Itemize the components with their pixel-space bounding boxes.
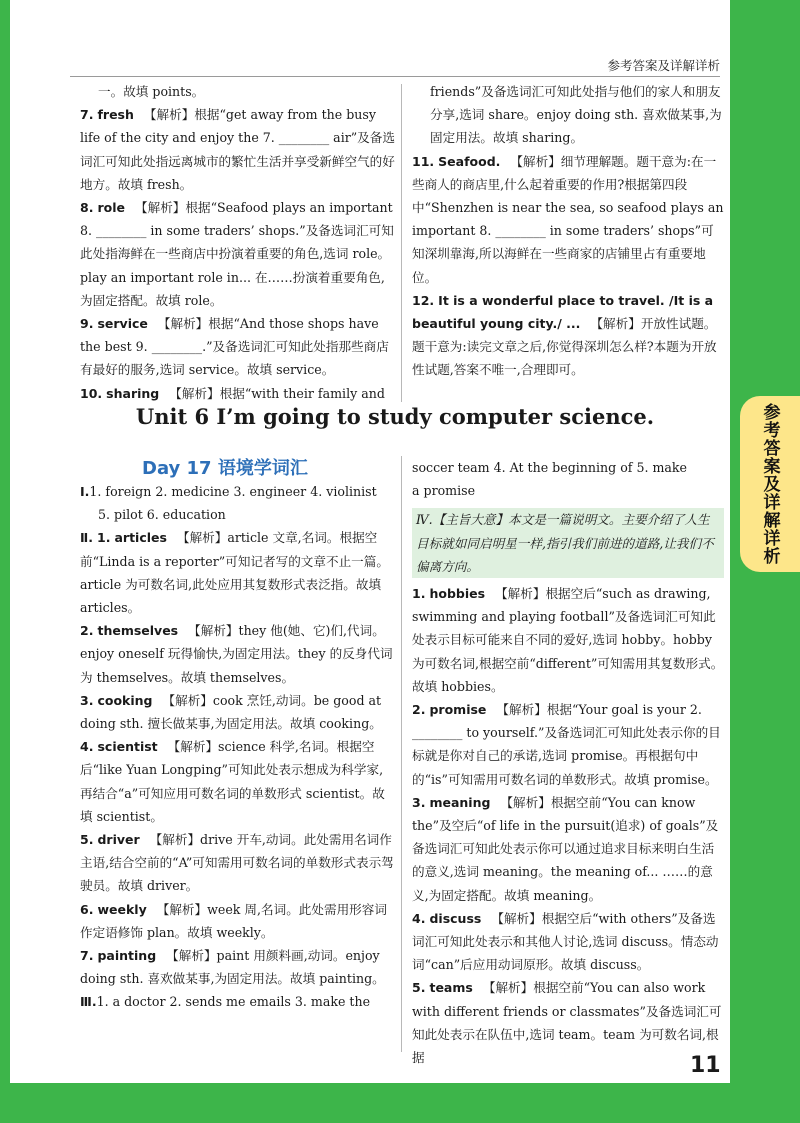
answer-item xyxy=(80,828,395,898)
item-answer: cooking xyxy=(97,692,153,708)
section-3-line: 1. a doctor 2. sends me emails 3. make the xyxy=(96,994,371,1010)
item-explanation: 【解析】根据空后“such as drawing, swimming and playing football”及备选词汇可知此处表示目标可能来自不同的爱好,选词 hobby。hobby 为可数名词,根据空前“different”可知需用其复数形式。故填 hobbies。 xyxy=(412,586,724,694)
page-number: 11 xyxy=(690,1053,721,1078)
section-1-line: 1. foreign 2. medicine 3. engineer 4. violinist xyxy=(89,484,377,499)
item-number: 5. xyxy=(80,832,94,848)
item-explanation: 【解析】开放性试题。题干意为:读完文章之后,你觉得深圳怎么样?本题为开放性试题,答案不唯一,合理即可。 xyxy=(412,316,717,378)
item-number: 8. xyxy=(80,200,94,216)
day-title: Day 17 语境学词汇 xyxy=(142,458,308,479)
item-answer: teams xyxy=(429,980,473,996)
bottom-right-column xyxy=(412,456,724,1069)
item-number: 7. xyxy=(80,948,94,964)
item-answer: themselves xyxy=(97,623,179,639)
answer-item xyxy=(80,312,395,382)
item-answer: driver xyxy=(97,832,140,848)
item-number: 10. xyxy=(80,385,103,401)
answer-item xyxy=(412,289,724,382)
answer-item xyxy=(412,150,724,289)
item-number: 5. xyxy=(412,980,426,996)
continued-text: friends”及备选词汇可知此处指与他们的家人和朋友分享,选词 share。enjoy doing sth. 喜欢做某事,为固定用法。故填 sharing。 xyxy=(430,84,722,146)
bottom-left-column xyxy=(80,480,395,1014)
running-header: 参考答案及详解详析 xyxy=(607,58,720,73)
item-number: 1. xyxy=(97,530,111,546)
section-1 xyxy=(80,480,395,503)
item-number: 3. xyxy=(80,692,94,708)
section-label: Ⅱ. xyxy=(80,530,93,546)
item-number: 4. xyxy=(412,910,426,926)
item-answer: scientist xyxy=(97,739,158,755)
item-answer: It is a wonderful place to travel. /It is a beautiful young city./ ... xyxy=(412,292,714,332)
item-answer: fresh xyxy=(97,107,134,123)
answer-item xyxy=(80,103,395,196)
item-explanation: 【解析】细节理解题。题干意为:在一些商人的商店里,什么起着重要的作用?根据第四段中“Shenzhen is near the sea, so seafood plays an important 8. ________ in some traders’ shops”可知深圳靠海,所以海鲜在一些商家的店铺里占有重要地位。 xyxy=(412,153,724,285)
answer-item xyxy=(80,735,395,828)
item-explanation: 【解析】根据“Seafood plays an important 8. ________ in some traders’ shops.”及备选词汇可知此处指海鲜在一些商店中扮演着重要的角色,选词 role。play an important role in... 在……扮演着重要角色,为固定搭配。故填 role。 xyxy=(80,200,394,308)
item-answer: Seafood. xyxy=(438,153,501,169)
section-1-line: 5. pilot 6. education xyxy=(98,507,226,523)
item-number: 7. xyxy=(80,107,94,123)
item-number: 12. xyxy=(412,292,435,308)
item-number: 2. xyxy=(412,702,426,718)
item-answer: meaning xyxy=(429,794,491,810)
item-answer: hobbies xyxy=(429,586,486,602)
answer-item xyxy=(412,698,724,791)
item-explanation: 【解析】article 文章,名词。根据空前“Linda is a reporter”可知记者写的文章不止一篇。article 为可数名词,此处应用其复数形式表泛指。故填 articles。 xyxy=(80,530,389,616)
header-rule xyxy=(70,76,720,77)
item-explanation: 【解析】根据空前“You can also work with different friends or classmates”及备选词汇可知此处表示在队伍中,选词 team。team 为可数名词,根据 xyxy=(412,980,722,1066)
side-tab-label: 参考答案及详解详析 xyxy=(759,403,780,565)
item-explanation: 【解析】cook 烹饪,动词。be good at doing sth. 擅长做某事,为固定用法。故填 cooking。 xyxy=(80,692,382,732)
answer-item xyxy=(80,689,395,735)
unit-title: Unit 6 I’m going to study computer science. xyxy=(135,404,655,429)
continued-text: soccer team 4. At the beginning of 5. make xyxy=(412,460,688,475)
item-answer: discuss xyxy=(429,910,482,926)
item-explanation: 【解析】science 科学,名词。根据空后“like Yuan Longping”可知此处表示想成为科学家,再结合“a”可知应用可数名词的单数形式 scientist。故填 scientist。 xyxy=(80,739,385,824)
item-answer: service xyxy=(97,316,148,332)
section-label: Ⅲ. xyxy=(80,994,97,1010)
continued-text: 一。故填 points。 xyxy=(98,84,205,99)
item-answer: articles xyxy=(114,530,167,546)
item-answer: painting xyxy=(97,948,157,964)
answer-item xyxy=(412,976,724,1069)
section-3 xyxy=(80,990,395,1013)
item-number: 2. xyxy=(80,623,94,639)
item-explanation: 【解析】paint 用颜料画,动词。enjoy doing sth. 喜欢做某事,为固定用法。故填 painting。 xyxy=(80,948,385,987)
answer-item xyxy=(80,382,395,405)
answer-item xyxy=(412,791,724,907)
item-explanation: 【解析】根据“get away from the busy life of the city and enjoy the 7. ________ air”及备选词汇可知此处指远离城市的繁忙生活并享受新鲜空气的好地方。故填 fresh。 xyxy=(80,107,395,192)
item-number: 11. xyxy=(412,153,435,169)
item-answer: sharing xyxy=(106,385,160,401)
item-explanation: 【解析】根据“And those shops have the best 9. ________.”及备选词汇可知此处指那些商店有最好的服务,选词 service。故填 service。 xyxy=(80,316,389,378)
answer-item xyxy=(80,196,395,312)
item-explanation: 【解析】they 他(她、它)们,代词。enjoy oneself 玩得愉快,为固定用法。they 的反身代词为 themselves。故填 themselves。 xyxy=(80,623,393,685)
continued-text: a promise xyxy=(412,483,476,499)
item-explanation: 【解析】根据“Your goal is your 2. ________ to yourself.”及备选词汇可知此处表示你的目标就是你对自己的承诺,选词 promise。再根据句中的“is”可知需用可数名词的单数形式。故填 promise。 xyxy=(412,702,721,787)
item-answer: weekly xyxy=(97,901,147,917)
column-divider-bottom xyxy=(401,456,402,1052)
item-explanation: 【解析】drive 开车,动词。此处需用名词作主语,结合空前的“A”可知需用可数名词的单数形式表示驾驶员。故填 driver。 xyxy=(80,832,394,894)
answer-item xyxy=(80,944,395,990)
top-left-column xyxy=(80,80,395,405)
top-right-column xyxy=(412,80,724,382)
answer-item xyxy=(80,619,395,689)
column-divider-top xyxy=(401,84,402,402)
item-number: 1. xyxy=(412,586,426,602)
side-tab xyxy=(740,396,800,572)
item-explanation: 【解析】根据“with their family and xyxy=(169,385,385,401)
item-explanation: 【解析】根据空后“with others”及备选词汇可知此处表示和其他人讨论,选词 discuss。情态动词“can”后应用动词原形。故填 discuss。 xyxy=(412,910,719,973)
item-answer: role xyxy=(97,200,125,216)
item-number: 4. xyxy=(80,739,94,755)
main-idea-box: Ⅳ.【主旨大意】本文是一篇说明文。主要介绍了人生目标就如同启明星一样,指引我们前进的道路,让我们不偏离方向。 xyxy=(412,508,724,578)
item-number: 3. xyxy=(412,794,426,810)
item-explanation: 【解析】根据空前“You can know the”及空后“of life in the pursuit(追求) of goals”及备选词汇可知此处表示你可以通过追求目标来明白生活的意义,选词 meaning。the meaning of... ……的意义,为固定搭配。故填 meaning。 xyxy=(412,794,719,903)
answer-item xyxy=(80,526,395,619)
answer-item xyxy=(80,898,395,944)
item-answer: promise xyxy=(429,702,487,718)
answer-item xyxy=(412,907,724,977)
item-number: 9. xyxy=(80,316,94,332)
answer-item xyxy=(412,582,724,698)
item-explanation: 【解析】week 周,名词。此处需用形容词作定语修饰 plan。故填 weekly。 xyxy=(80,901,387,940)
item-number: 6. xyxy=(80,901,94,917)
section-label: Ⅰ. xyxy=(80,484,90,499)
